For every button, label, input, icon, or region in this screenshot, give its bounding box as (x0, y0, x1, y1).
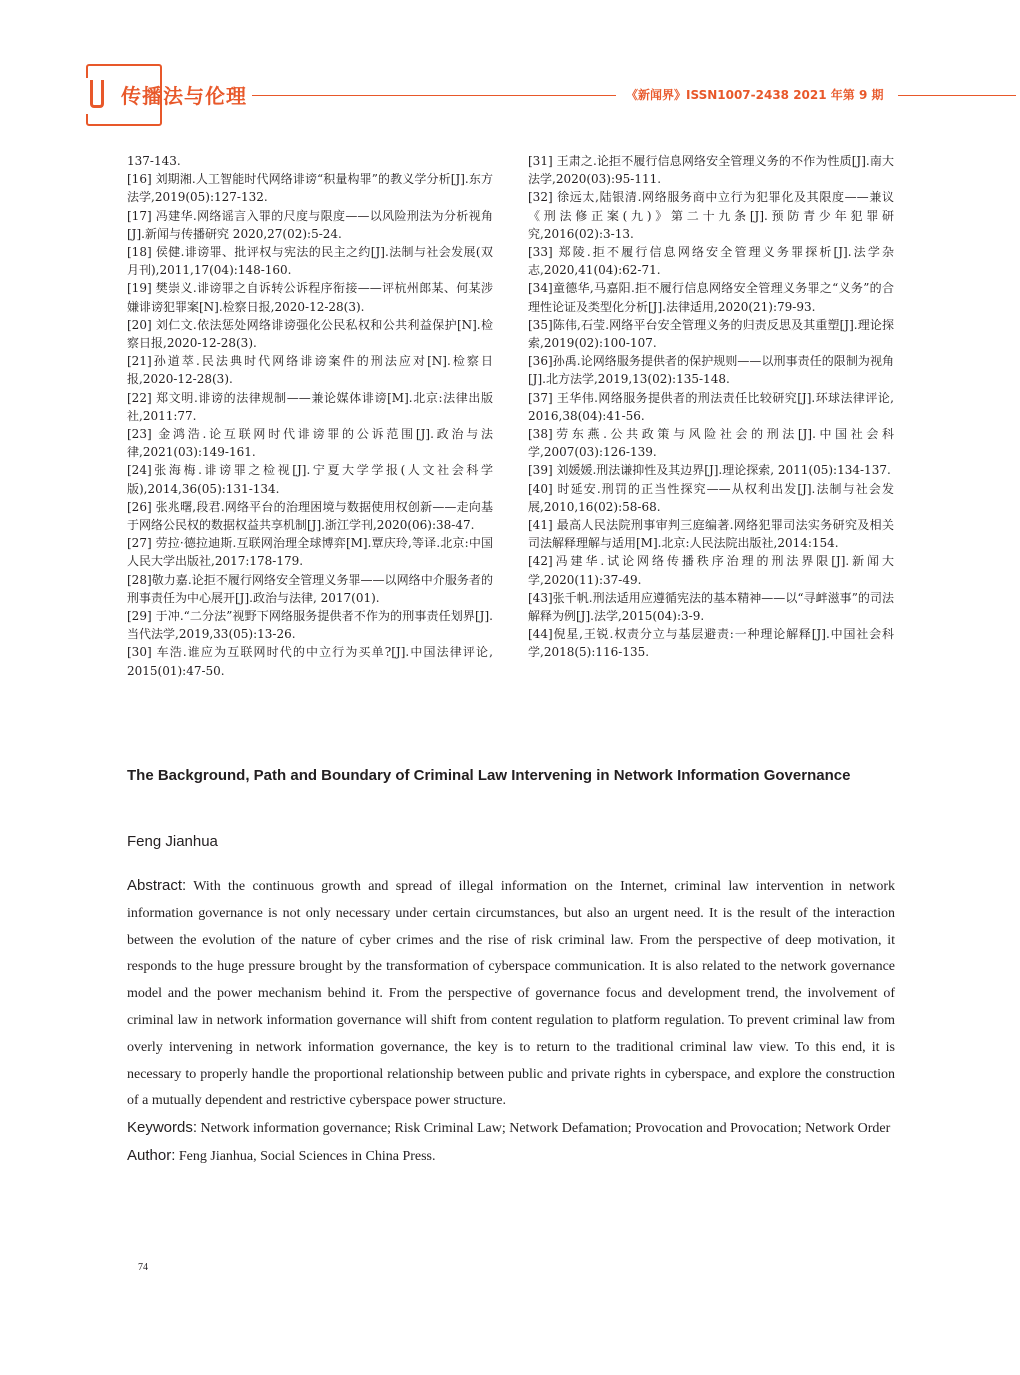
reference-item: [30] 车浩.谁应为互联网时代的中立行为买单?[J].中国法律评论, 2015(01):47-50. (127, 645, 493, 678)
reference-item: [35]陈伟,石莹.网络平台安全管理义务的归责反思及其重塑[J].理论探索,2019(02):100-107. (528, 317, 894, 351)
reference-column-left (127, 152, 493, 680)
section-title: 传播法与伦理 (121, 84, 247, 108)
reference-item: [44]倪星,王锐.权责分立与基层避责:一种理论解释[J].中国社会科学,2018(5):116-135. (528, 627, 894, 660)
reference-item: [19] 樊崇义.诽谤罪之自诉转公诉程序衔接——评杭州郎某、何某涉嫌诽谤犯罪案[N].检察日报,2020-12-28(3). (127, 281, 493, 314)
reference-item: [22] 郑文明.诽谤的法律规制——兼论媒体诽谤[M].北京:法律出版社,2011:77. (127, 390, 493, 423)
reference-item: [17] 冯建华.网络谣言入罪的尺度与限度——以风险刑法为分析视角[J].新闻与传播研究 2020,27(02):5-24. (127, 208, 493, 241)
reference-item: [32] 徐远太,陆银清.网络服务商中立行为犯罪化及其限度——兼议《刑法修正案(九)》第二十九条[J].预防青少年犯罪研究,2016(02):3-13. (528, 190, 894, 241)
english-body (127, 873, 895, 1171)
header-rule-left (252, 95, 616, 96)
reference-item: [43]张千帆.刑法适用应遵循宪法的基本精神——以“寻衅滋事”的司法解释为例[J].法学,2015(04):3-9. (528, 590, 894, 624)
author-info: Feng Jianhua, Social Sciences in China Press. (178, 1148, 436, 1164)
english-title: The Background, Path and Boundary of Criminal Law Intervening in Network Information Governance (127, 767, 851, 784)
reference-item: [39] 刘媛媛.刑法谦抑性及其边界[J].理论探索, 2011(05):134-137. (528, 463, 891, 478)
page-number: 74 (138, 1262, 148, 1273)
journal-info: 《新闻界》ISSN1007-2438 2021 年第 9 期 (626, 88, 884, 102)
reference-item: [23] 金鸿浩.论互联网时代诽谤罪的公诉范围[J].政治与法律,2021(03):149-161. (127, 427, 493, 460)
reference-item: 137-143. (127, 154, 181, 168)
abstract-paragraph (127, 873, 895, 1115)
reference-item: [20] 刘仁文.依法惩处网络诽谤强化公民私权和公共利益保护[N].检察日报,2020-12-28(3). (127, 317, 493, 351)
keywords-text: Network information governance; Risk Criminal Law; Network Defamation; Provocation and Provocation; Network Order (200, 1121, 891, 1137)
reference-item: [26] 张兆曙,段君.网络平台的治理困境与数据使用权创新——走向基于网络公民权的数据权益共享机制[J].浙江学刊,2020(06):38-47. (127, 499, 493, 533)
reference-item: [16] 刘期湘.人工智能时代网络诽谤“积量构罪”的教义学分析[J].东方法学,2019(05):127-132. (127, 172, 493, 205)
reference-column-right (528, 152, 894, 662)
english-author: Feng Jianhua (127, 833, 218, 850)
reference-item: [28]敬力嘉.论拒不履行网络安全管理义务罪——以网络中介服务者的刑事责任为中心展开[J].政治与法律, 2017(01). (127, 572, 493, 605)
author-label: Author: (127, 1146, 176, 1164)
reference-item: [40] 时延安.刑罚的正当性探究——从权利出发[J].法制与社会发展,2010,16(02):58-68. (528, 481, 894, 514)
reference-item: [31] 王肃之.论拒不履行信息网络安全管理义务的不作为性质[J].南大法学,2020(03):95-111. (528, 154, 894, 187)
abstract-text: With the continuous growth and spread of illegal information on the Internet, criminal law intervention in network information governance is not only necessary under certain circumstances, but also an urgent need. It is the result of the interaction between the evolution of the nature of cyber crimes and the rise of risk criminal law. From the perspective of deep motivation, it responds to the huge pressure brought by the transformation of cyberspace communication. It is also related to the network governance model and the power mechanism behind it. From the perspective of governance focus and development trend, the involvement of criminal law in network information governance will shift from content regulation to platform regulation. To prevent criminal law from overly intervening in network information governance, the key is to return to the traditional criminal law view. To this end, it is necessary to properly handle the proportional relationship between public and private rights in cyberspace, and explore the construction of a mutually dependent and restrictive cyberspace power structure. (127, 879, 895, 1109)
logo-mark-icon (90, 80, 104, 108)
keywords-paragraph (127, 1115, 895, 1143)
reference-item: [27] 劳拉·德拉迪斯.互联网治理全球博弈[M].覃庆玲,等译.北京:中国人民大学出版社,2017:178-179. (127, 536, 493, 569)
reference-item: [21]孙道萃.民法典时代网络诽谤案件的刑法应对[N].检察日报,2020-12-28(3). (127, 354, 493, 387)
reference-item: [33] 郑陵.拒不履行信息网络安全管理义务罪探析[J].法学杂志,2020,41(04):62-71. (528, 245, 894, 278)
reference-item: [37] 王华伟.网络服务提供者的刑法责任比较研究[J].环球法律评论, 2016,38(04):41-56. (528, 390, 894, 423)
reference-item: [38]劳东燕.公共政策与风险社会的刑法[J].中国社会科学,2007(03):126-139. (528, 427, 894, 460)
reference-item: [24]张海梅.诽谤罪之检视[J].宁夏大学学报(人文社会科学版),2014,36(05):131-134. (127, 463, 493, 496)
reference-item: [18] 侯健.诽谤罪、批评权与宪法的民主之约[J].法制与社会发展(双月刊),2011,17(04):148-160. (127, 245, 493, 278)
keywords-label: Keywords: (127, 1119, 198, 1137)
reference-item: [42]冯建华.试论网络传播秩序治理的刑法界限[J].新闻大学,2020(11):37-49. (528, 554, 894, 587)
reference-item: [34]童德华,马嘉阳.拒不履行信息网络安全管理义务罪之“义务”的合理性论证及类型化分析[J].法律适用,2020(21):79-93. (528, 281, 894, 314)
author-paragraph (127, 1143, 895, 1171)
abstract-label: Abstract: (127, 877, 187, 894)
header-rule-right (898, 95, 1016, 96)
reference-item: [36]孙禹.论网络服务提供者的保护规则——以刑事责任的限制为视角[J].北方法学,2019,13(02):135-148. (528, 354, 894, 387)
reference-item: [29] 于冲.“二分法”视野下网络服务提供者不作为的刑事责任划界[J].当代法学,2019,33(05):13-26. (127, 609, 493, 642)
reference-item: [41] 最高人民法院刑事审判三庭编著.网络犯罪司法实务研究及相关司法解释理解与适用[M].北京:人民法院出版社,2014:154. (528, 518, 894, 551)
